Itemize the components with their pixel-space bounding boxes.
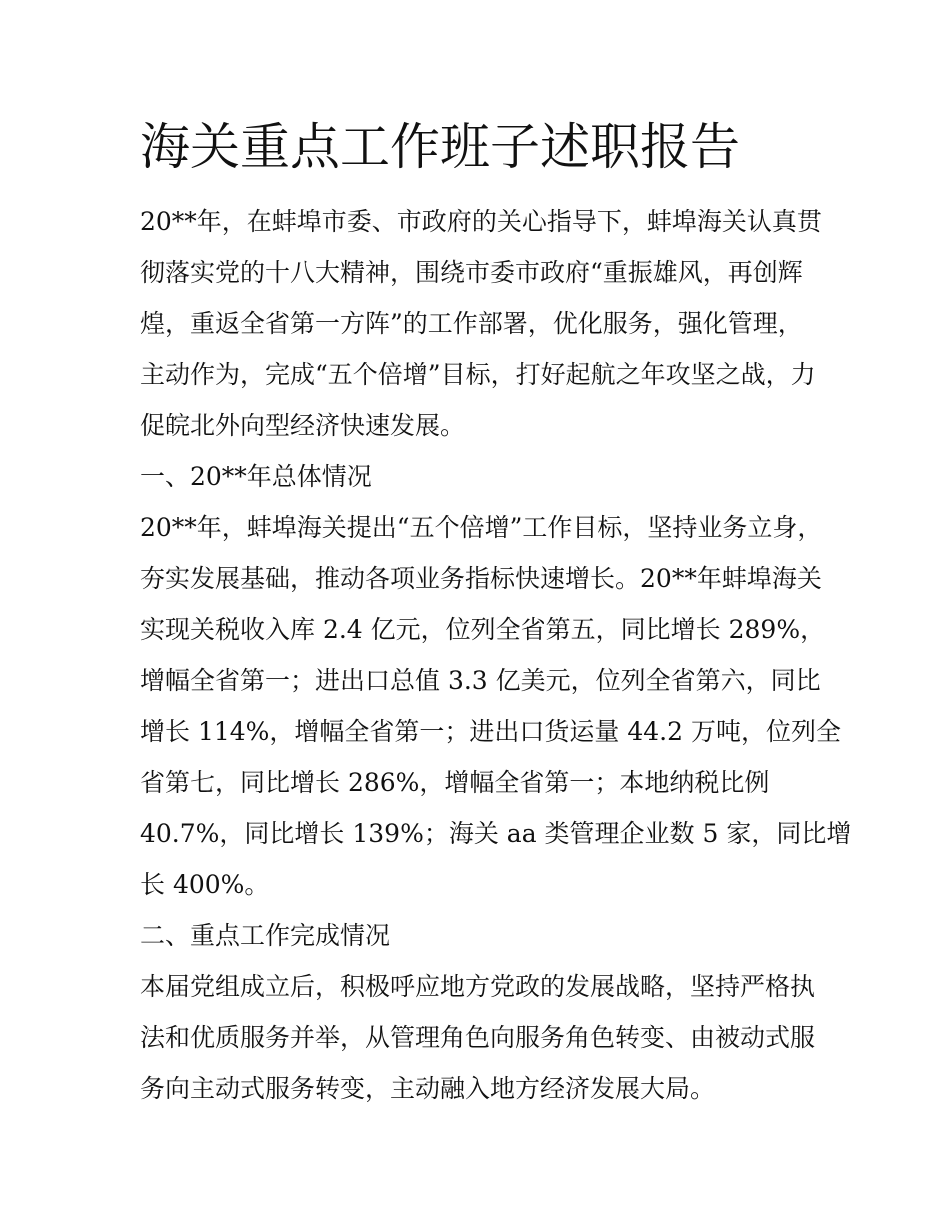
intro-paragraph xyxy=(140,196,820,451)
text-line: 法和优质服务并举，从管理角色向服务角色转变、由被动式服 xyxy=(140,1023,816,1052)
text-line: 实现关税收入库 2.4 亿元，位列全省第五，同比增长 289%， xyxy=(140,615,826,644)
text-line: 20**年，蚌埠海关提出“五个倍增”工作目标，坚持业务立身， xyxy=(140,513,823,542)
document-body xyxy=(140,196,852,1114)
text-line: 40.7%，同比增长 139%；海关 aa 类管理企业数 5 家，同比增 xyxy=(140,819,852,848)
text-line: 本届党组成立后，积极呼应地方党政的发展战略，坚持严格执 xyxy=(140,972,816,1001)
text-line: 务向主动式服务转变，主动融入地方经济发展大局。 xyxy=(140,1074,716,1103)
text-line: 20**年，在蚌埠市委、市政府的关心指导下，蚌埠海关认真贯 xyxy=(140,207,822,236)
text-line: 促皖北外向型经济快速发展。 xyxy=(140,411,466,440)
text-line: 省第七，同比增长 286%，增幅全省第一；本地纳税比例 xyxy=(140,768,770,797)
text-line: 增幅全省第一；进出口总值 3.3 亿美元，位列全省第六，同比 xyxy=(140,666,821,695)
document-title: 海关重点工作班子述职报告 xyxy=(140,118,740,176)
text-line: 增长 114%，增幅全省第一；进出口货运量 44.2 万吨，位列全 xyxy=(140,717,841,746)
text-line: 煌，重返全省第一方阵”的工作部署，优化服务，强化管理， xyxy=(140,309,803,338)
text-line: 长 400%。 xyxy=(140,870,270,899)
section-2-heading: 二、重点工作完成情况 xyxy=(140,921,391,950)
text-line: 夯实发展基础，推动各项业务指标快速增长。20**年蚌埠海关 xyxy=(140,564,822,593)
text-line: 彻落实党的十八大精神，围绕市委市政府“重振雄风，再创辉 xyxy=(140,258,803,287)
section-2-paragraph xyxy=(140,961,820,1114)
section-1-heading: 一、20**年总体情况 xyxy=(140,462,372,491)
section-1-paragraph xyxy=(140,502,852,910)
text-line: 主动作为，完成“五个倍增”目标，打好起航之年攻坚之战，力 xyxy=(140,360,816,389)
